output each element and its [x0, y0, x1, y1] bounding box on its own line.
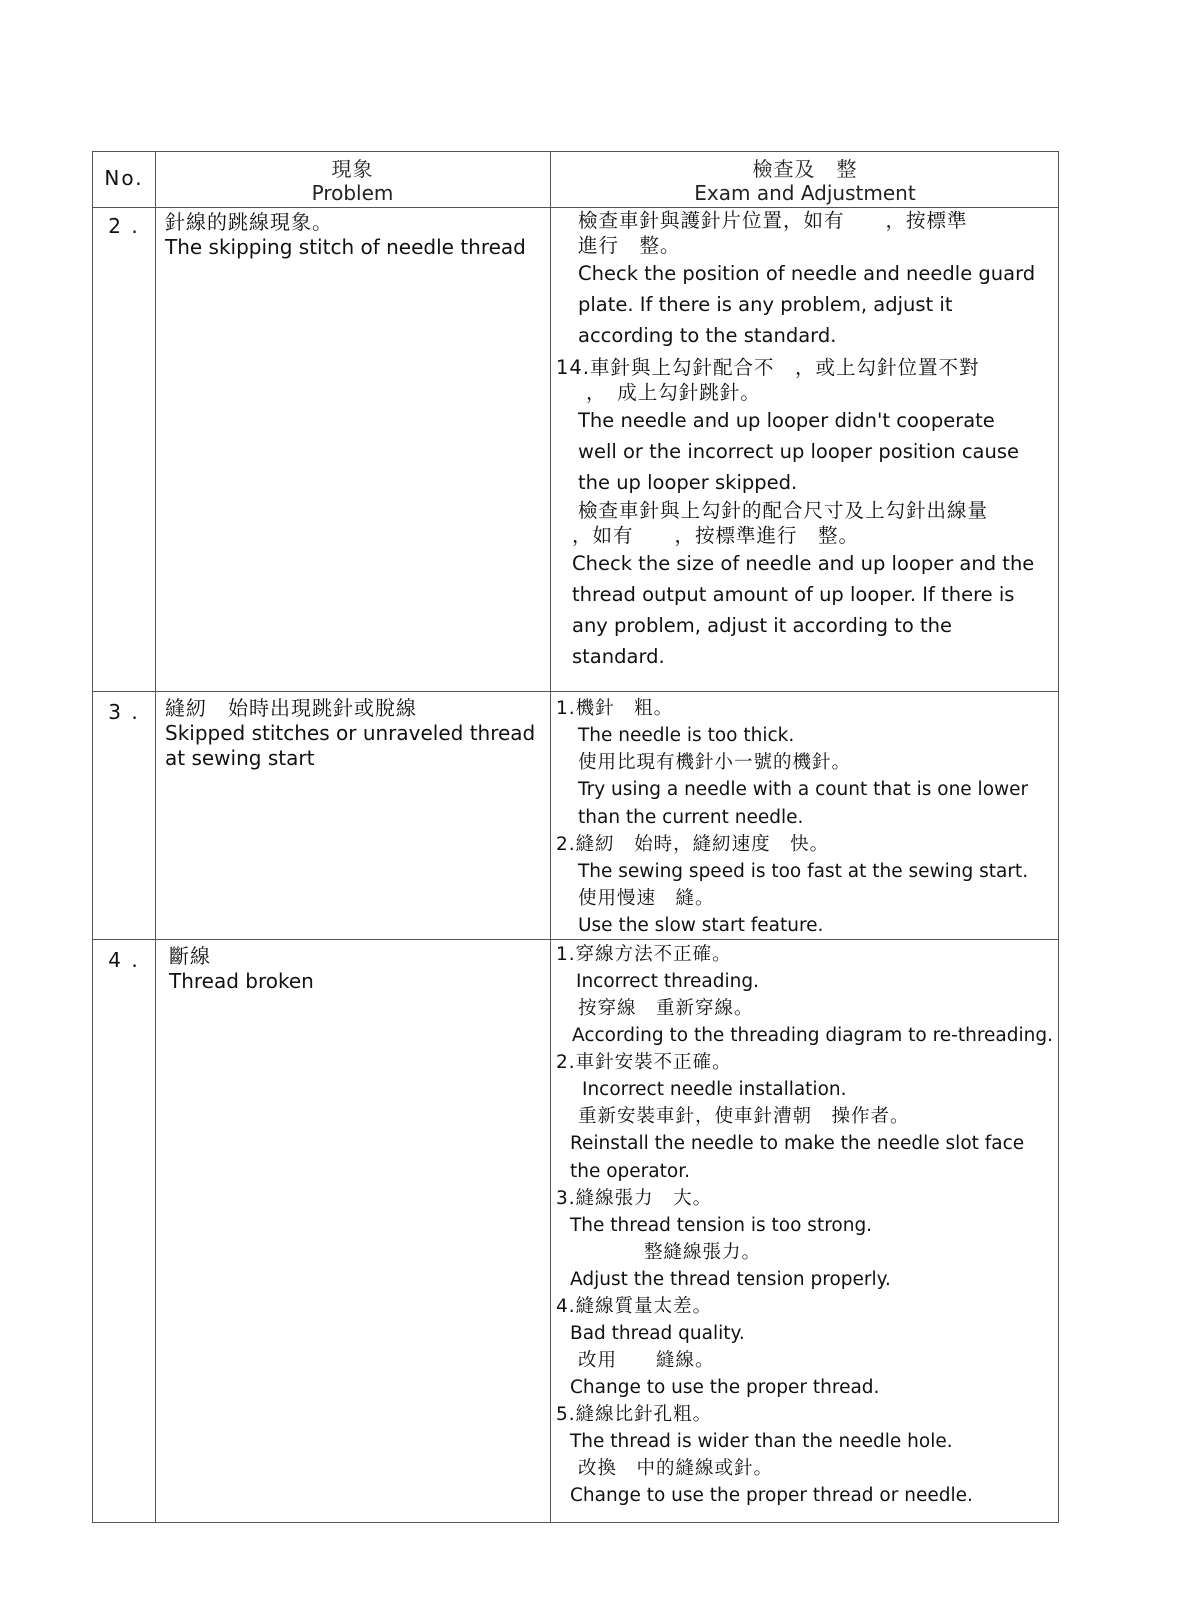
row-problem — [169, 944, 549, 994]
solution-line: standard. — [572, 645, 665, 668]
header-no: No. — [104, 166, 144, 190]
problem-zh: 縫紉 始時出現跳針或脫線 — [165, 696, 417, 720]
problem-en: Thread broken — [169, 969, 314, 993]
solution-line: Change to use the proper thread or needle. — [570, 1485, 973, 1506]
solution-line: 檢查車針與護針片位置，如有 ，按標準 — [578, 209, 968, 232]
solution-line: 改換 中的縫線或針。 — [578, 1458, 774, 1479]
solution-line: 檢查車針與上勾針的配合尺寸及上勾針出線量 — [578, 499, 989, 522]
solution-line: the up looper skipped. — [578, 471, 798, 494]
solution-line: The thread tension is too strong. — [570, 1215, 873, 1236]
column-divider-no — [155, 152, 156, 1522]
solution-line: thread output amount of up looper. If there is — [572, 583, 1015, 606]
solution-line: 按穿線 重新穿線。 — [578, 998, 754, 1019]
row-solution — [556, 942, 1056, 1510]
solution-line: well or the incorrect up looper position cause — [578, 440, 1020, 463]
solution-line: The needle is too thick. — [578, 725, 795, 746]
solution-line: any problem, adjust it according to the — [572, 614, 953, 637]
solution-line: Adjust the thread tension properly. — [570, 1269, 891, 1290]
solution-line: the operator. — [570, 1161, 690, 1182]
solution-line: 2.縫紉 始時，縫紉速度 快。 — [556, 834, 830, 855]
problem-en: The skipping stitch of needle thread — [165, 235, 526, 259]
solution-line: 3.縫線張力 大。 — [556, 1188, 713, 1209]
solution-line: Check the size of needle and up looper and the — [572, 552, 1035, 575]
row-solution — [556, 208, 1056, 672]
solution-line: 1.穿線方法不正確。 — [556, 944, 732, 965]
solution-line: than the current needle. — [578, 807, 804, 828]
solution-line: 1.機針 粗。 — [556, 698, 674, 719]
solution-line: ， 成上勾針跳針。 — [586, 381, 761, 404]
solution-line: The sewing speed is too fast at the sewing start. — [578, 861, 1029, 882]
solution-line: 改用 縫線。 — [578, 1350, 715, 1371]
troubleshooting-table — [92, 151, 1059, 1523]
solution-line: 使用慢速 縫。 — [578, 888, 715, 909]
solution-line: 2.車針安裝不正確。 — [556, 1052, 732, 1073]
problem-zh: 斷線 — [169, 944, 211, 968]
solution-line: 5.縫線比針孔粗。 — [556, 1404, 713, 1425]
solution-line: Change to use the proper thread. — [570, 1377, 880, 1398]
row-no: 3 . — [108, 700, 140, 724]
row-solution — [556, 696, 1056, 940]
solution-line: 14.車針與上勾針配合不 ，或上勾針位置不對 — [556, 356, 980, 379]
row-no: 4 . — [108, 948, 140, 972]
solution-line: Incorrect threading. — [576, 971, 759, 992]
solution-line: 使用比現有機針小一號的機針。 — [578, 752, 852, 773]
problem-en: Skipped stitches or unraveled thread — [165, 721, 536, 745]
solution-line: according to the standard. — [578, 324, 837, 347]
solution-line: 4.縫線質量太差。 — [556, 1296, 713, 1317]
header-adjustment-zh: 檢查及 整 — [752, 157, 858, 181]
row-problem — [165, 210, 545, 260]
solution-line: The needle and up looper didn't cooperate — [578, 409, 995, 432]
solution-line: Incorrect needle installation. — [582, 1079, 847, 1100]
problem-zh: 針線的跳線現象。 — [165, 210, 333, 234]
solution-line: plate. If there is any problem, adjust it — [578, 293, 953, 316]
solution-line: 整縫線張力。 — [644, 1242, 762, 1263]
problem-en: at sewing start — [165, 746, 315, 770]
solution-line: 進行 整。 — [578, 234, 681, 257]
header-problem-zh: 現象 — [331, 157, 374, 181]
solution-line: Check the position of needle and needle guard — [578, 262, 1036, 285]
header-adjustment-en: Exam and Adjustment — [694, 181, 916, 205]
header-adjustment — [550, 157, 1060, 205]
solution-line: Use the slow start feature. — [578, 915, 824, 936]
solution-line: 重新安裝車針，使車針漕朝 操作者。 — [578, 1106, 910, 1127]
solution-line: According to the threading diagram to re-threading. — [572, 1025, 1053, 1046]
solution-line: ，如有 ，按標準進行 整。 — [572, 524, 860, 547]
header-problem-en: Problem — [311, 181, 394, 205]
header-problem — [155, 157, 550, 205]
column-divider-problem — [550, 152, 551, 1522]
solution-line: Bad thread quality. — [570, 1323, 745, 1344]
row-divider-2 — [93, 691, 1058, 692]
row-no: 2 . — [108, 214, 140, 238]
solution-line: Try using a needle with a count that is one lower — [578, 779, 1029, 800]
row-problem — [165, 696, 550, 771]
solution-line: Reinstall the needle to make the needle slot face — [570, 1133, 1025, 1154]
solution-line: The thread is wider than the needle hole. — [570, 1431, 953, 1452]
